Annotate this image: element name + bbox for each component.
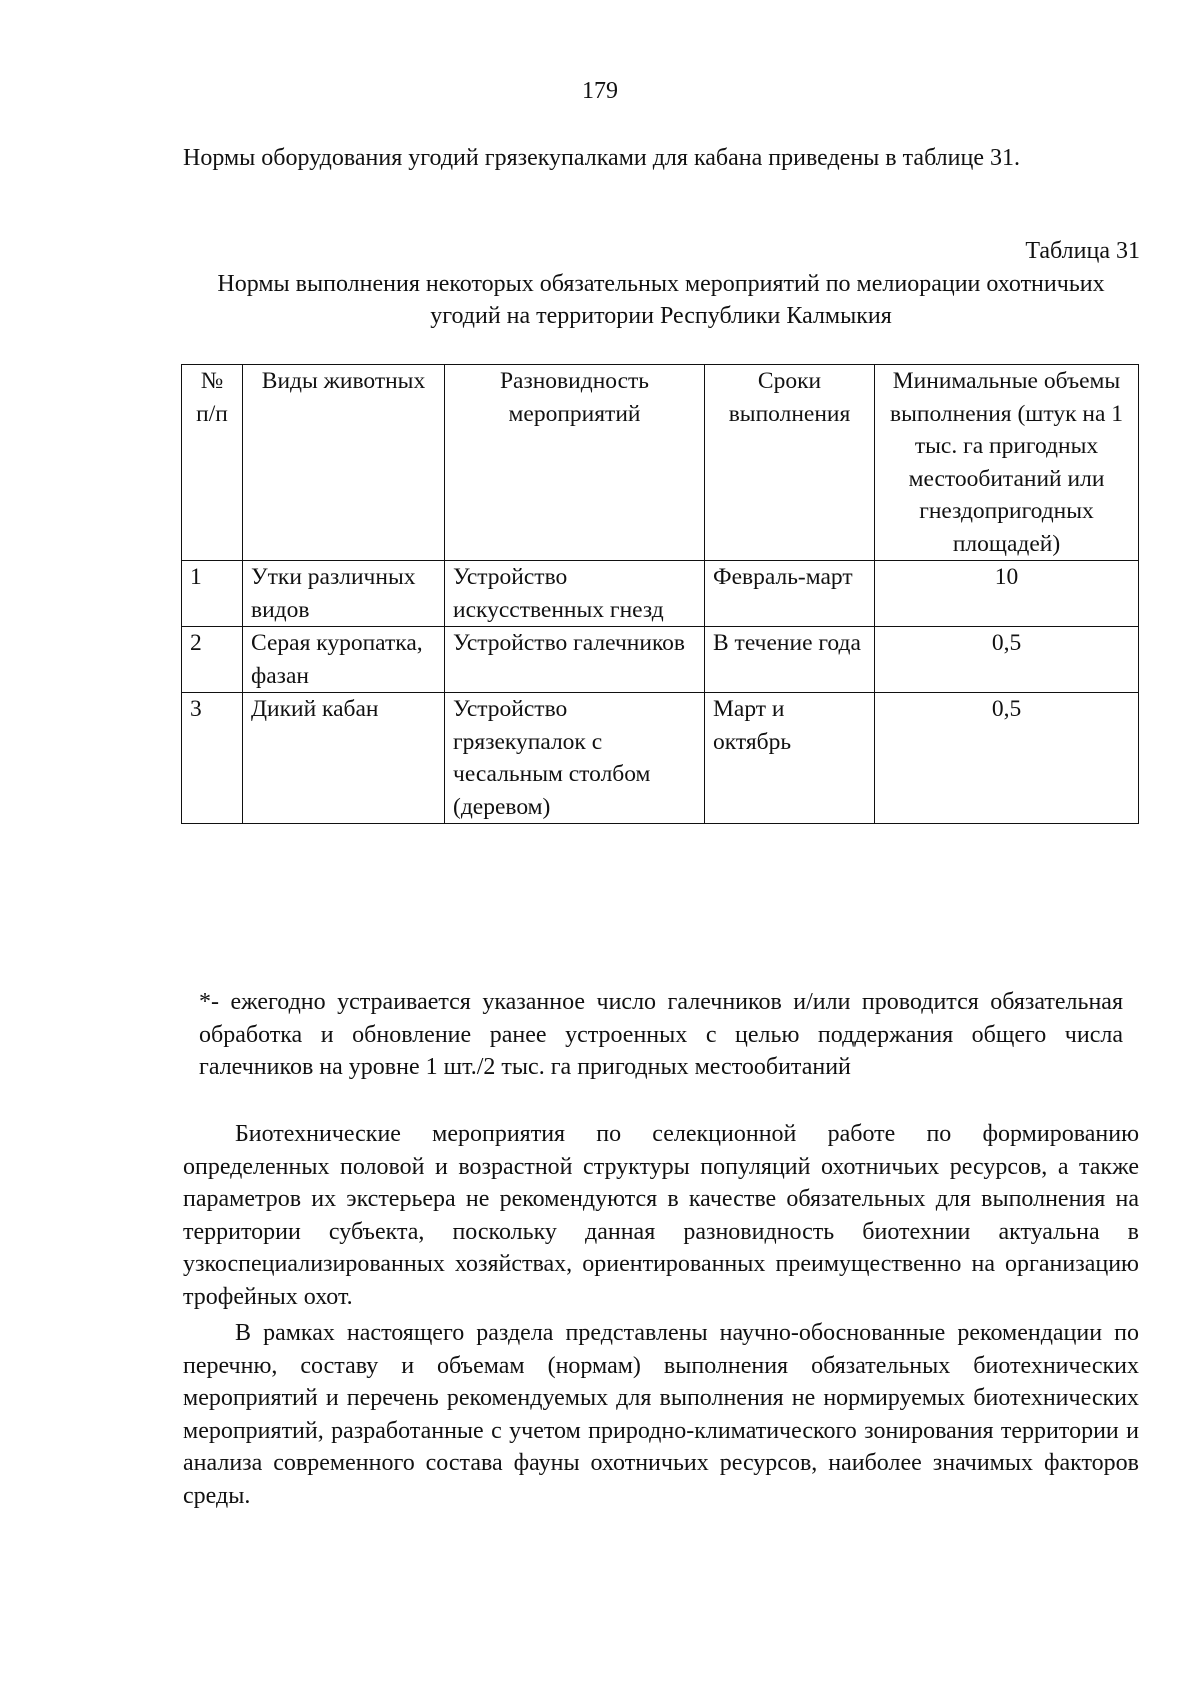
- table-footnote: *- ежегодно устраивается указанное число галечников и/или проводится обязательная обработка и обновление ранее устроенных с целью поддержания общего числа галечников на уровне 1 шт./2 тыс. га пригодных местообитаний: [199, 989, 1123, 1080]
- row-number: 1: [182, 561, 243, 627]
- header-timing: Сроки выполнения: [705, 365, 875, 561]
- activity-type-cell: Устройство грязекупалок с чесальным столбом (деревом): [445, 693, 705, 824]
- table-row: [182, 627, 1139, 693]
- table-label: Таблица 31: [1025, 238, 1140, 264]
- page-number: 179: [582, 78, 618, 104]
- animal-species-cell: Утки различных видов: [243, 561, 445, 627]
- timing-cell: В течение года: [705, 627, 875, 693]
- row-number: 3: [182, 693, 243, 824]
- minimum-volume-cell: 0,5: [875, 693, 1139, 824]
- minimum-volume-cell: 10: [875, 561, 1139, 627]
- header-animal-species: Виды животных: [243, 365, 445, 561]
- body-paragraph: В рамках настоящего раздела представлены научно-обоснованные рекомендации по перечню, составу и объемам (нормам) выполнения обязательных биотехнических мероприятий и перечень рекомендуемых для выполнения не нормируемых биотехнических мероприятий, разработанные с учетом природно-климатического зонирования территории и анализа современного состава фауны охотничьих ресурсов, наиболее значимых факторов среды.: [183, 1320, 1139, 1509]
- timing-cell: Март и октябрь: [705, 693, 875, 824]
- header-activity-type: Разновидность мероприятий: [445, 365, 705, 561]
- header-number: № п/п: [182, 365, 243, 561]
- body-text: [183, 1118, 1139, 1512]
- animal-species-cell: Серая куропатка, фазан: [243, 627, 445, 693]
- activity-type-cell: Устройство искусственных гнезд: [445, 561, 705, 627]
- table-header-row: [182, 365, 1139, 561]
- intro-paragraph: Нормы оборудования угодий грязекупалками для кабана приведены в таблице 31.: [183, 145, 1020, 171]
- body-paragraph: Биотехнические мероприятия по селекционной работе по формированию определенных половой и возрастной структуры популяций охотничьих ресурсов, а также параметров их экстерьера не рекомендуются в качестве обязательных для выполнения на территории субъекта, поскольку данная разновидность биотехнии актуальна в узкоспециализированных хозяйствах, ориентированных преимущественно на организацию трофейных охот.: [183, 1121, 1139, 1310]
- table-title: Нормы выполнения некоторых обязательных мероприятий по мелиорации охотничьих угодий на территории Республики Калмыкия: [217, 271, 1105, 329]
- norms-table: [181, 364, 1139, 824]
- table-row: [182, 693, 1139, 824]
- activity-type-cell: Устройство галечников: [445, 627, 705, 693]
- timing-cell: Февраль-март: [705, 561, 875, 627]
- minimum-volume-cell: 0,5: [875, 627, 1139, 693]
- table-row: [182, 561, 1139, 627]
- animal-species-cell: Дикий кабан: [243, 693, 445, 824]
- row-number: 2: [182, 627, 243, 693]
- header-minimum-volume: Минимальные объемы выполнения (штук на 1 тыс. га пригодных местообитаний или гнездопригодных площадей): [875, 365, 1139, 561]
